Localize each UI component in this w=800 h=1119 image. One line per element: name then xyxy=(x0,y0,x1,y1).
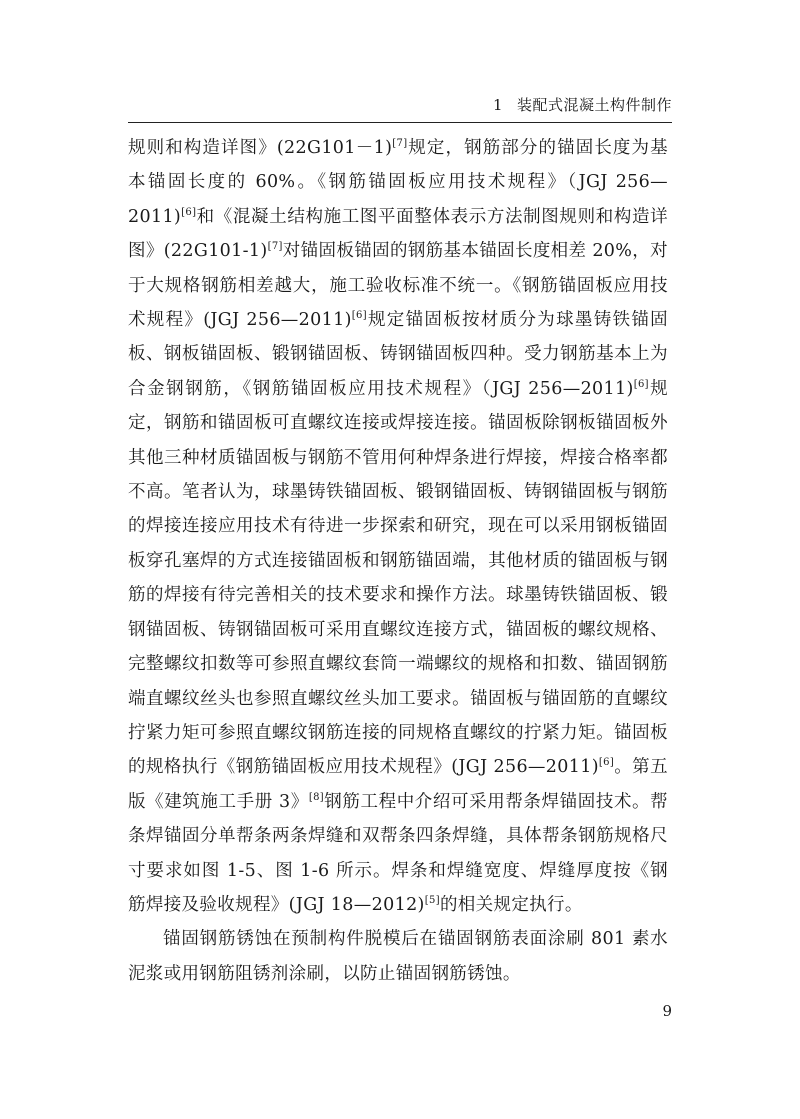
citation-ref: [5] xyxy=(424,894,440,906)
chapter-number: 1 xyxy=(492,96,503,114)
citation-ref: [6] xyxy=(598,757,615,769)
text-run: 和《混凝土结构施工图平面整体表示方法制图规则和构造详图》(22G101-1) xyxy=(128,206,668,262)
text-run: 的相关规定执行。 xyxy=(439,894,583,915)
text-run: 对锚固板锚固的钢筋基本锚固长度相差 20%，对于大规格钢筋相差越大，施工验收标准不统一。《钢筋锚固板应用技术规程》(JGJ 256—2011) xyxy=(128,241,668,331)
header-rule xyxy=(128,122,672,123)
paragraph-rust-prevention: 锚固钢筋锈蚀在预制构件脱模后在锚固钢筋表面涂刷 801 素水泥浆或用钢筋阻锈剂涂刷，以防止锚固钢筋锈蚀。 xyxy=(128,929,668,984)
text-run: 规定，钢筋和锚固板可直螺纹连接或焊接连接。锚固板除钢板锚固板外其他三种材质锚固板与钢筋不管用何种焊条进行焊接，焊接合格率都不高。笔者认为，球墨铸铁锚固板、锻钢锚固板、铸钢锚固板与钢筋的焊接连接应用技术有待进一步探索和研究，现在可以采用钢板锚固板穿孔塞焊的方式连接锚固板和钢筋锚固端，其他材质的锚固板与钢筋的焊接有待完善相关的技术要求和操作方法。球墨铸铁锚固板、锻钢锚固板、铸钢锚固板可采用直螺纹连接方式，锚固板的螺纹规格、完整螺纹扣数等可参照直螺纹套筒一端螺纹的规格和扣数、锚固钢筋端直螺纹丝头也参照直螺纹丝头加工要求。锚固板与锚固筋的直螺纹拧紧力矩可参照直螺纹钢筋连接的同规格直螺纹的拧紧力矩。锚固板的规格执行《钢筋锚固板应用技术规程》(JGJ 256—2011) xyxy=(128,378,669,778)
citation-ref: [6] xyxy=(181,206,197,218)
text-run: 规定，钢筋部分的锚固长度为基本锚固长度的 60%。《钢筋锚固板应用技术规程》（JGJ 256—2011) xyxy=(128,138,668,227)
citation-ref: [7] xyxy=(267,241,283,253)
page-number: 9 xyxy=(662,1002,672,1020)
running-header xyxy=(128,94,672,115)
chapter-title: 装配式混凝土构件制作 xyxy=(516,96,672,114)
citation-ref: [6] xyxy=(351,310,367,322)
citation-ref: [6] xyxy=(633,378,649,390)
text-run: 。第五版《建筑施工手册 3》 xyxy=(128,757,668,812)
citation-ref: [7] xyxy=(392,138,408,149)
citation-ref: [8] xyxy=(308,791,325,803)
text-run: 规定锚固板按材质分为球墨铸铁锚固板、钢板锚固板、锻钢锚固板、铸钢锚固板四种。受力钢筋基本上为合金钢钢筋，《钢筋锚固板应用技术规程》（JGJ 256—2011) xyxy=(128,310,668,399)
text-run: 规则和构造详图》(22G101－1) xyxy=(128,138,393,158)
body-text xyxy=(128,131,668,991)
text-run: 钢筋工程中介绍可采用帮条焊锚固技术。帮条焊锚固分单帮条两条焊缝和双帮条四条焊缝，具体帮条钢筋规格尺寸要求如图 1-5、图 1-6 所示。焊条和焊缝宽度、焊缝厚度按《钢筋焊接及验收规程》(JGJ 18—2012) xyxy=(128,791,668,915)
paragraph-anchoring-rules xyxy=(128,131,668,922)
